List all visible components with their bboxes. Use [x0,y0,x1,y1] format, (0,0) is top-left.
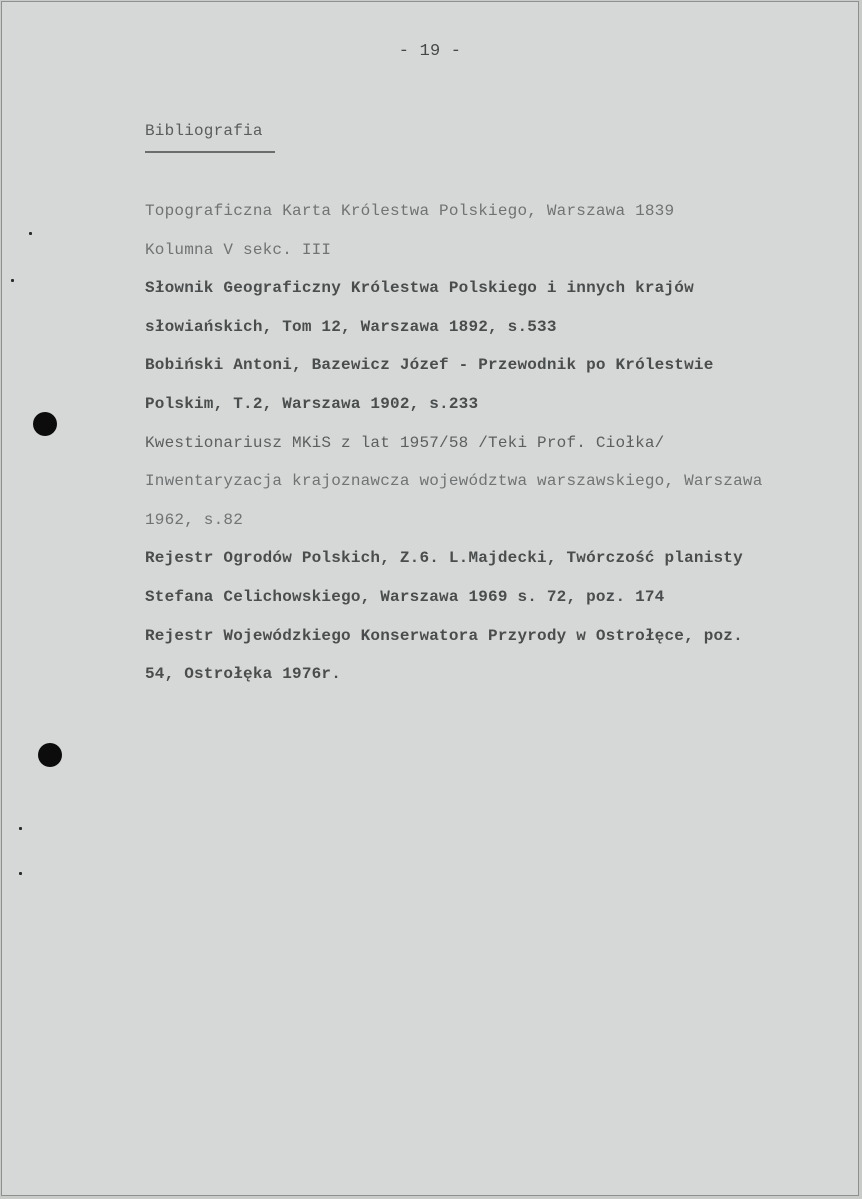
document-page [1,1,859,1196]
page-number: - 19 - [398,42,462,61]
entry-line: Rejestr Ogrodów Polskich, Z.6. L.Majdecki, Twórczość planisty [145,549,743,568]
entry-line: Inwentaryzacja krajoznawcza województwa warszawskiego, Warszawa [145,472,763,491]
bibliography-list [145,200,835,702]
scan-speck [19,827,22,830]
bibliography-entry [145,200,835,277]
bibliography-entry [145,432,835,471]
entry-line: Kolumna V sekc. III [145,240,332,259]
section-heading: Bibliografia [145,122,263,140]
bibliography-entry [145,277,835,354]
bibliography-entry [145,354,835,431]
entry-line: 1962, s.82 [145,510,244,529]
scan-speck [19,872,22,875]
heading-underline [145,151,275,153]
entry-line: 54, Ostrołęka 1976r. [145,665,342,684]
entry-line: Kwestionariusz MKiS z lat 1957/58 /Teki Prof. Ciołka/ [145,433,665,452]
punch-hole-bottom [38,743,62,767]
bibliography-entry [145,547,835,624]
scan-speck [11,279,14,282]
entry-line: Polskim, T.2, Warszawa 1902, s.233 [145,394,479,413]
punch-hole-top [33,412,57,436]
entry-line: Stefana Celichowskiego, Warszawa 1969 s. 72, poz. 174 [145,587,665,606]
bibliography-entry [145,625,835,702]
entry-line: Słownik Geograficzny Królestwa Polskiego i innych krajów [145,279,694,298]
scan-speck [29,232,32,235]
bibliography-entry [145,470,835,547]
entry-line: Rejestr Wojewódzkiego Konserwatora Przyrody w Ostrołęce, poz. [145,626,743,645]
entry-line: Bobiński Antoni, Bazewicz Józef - Przewodnik po Królestwie [145,356,714,375]
entry-line: słowiańskich, Tom 12, Warszawa 1892, s.533 [145,317,557,336]
entry-line: Topograficzna Karta Królestwa Polskiego, Warszawa 1839 [145,202,675,220]
